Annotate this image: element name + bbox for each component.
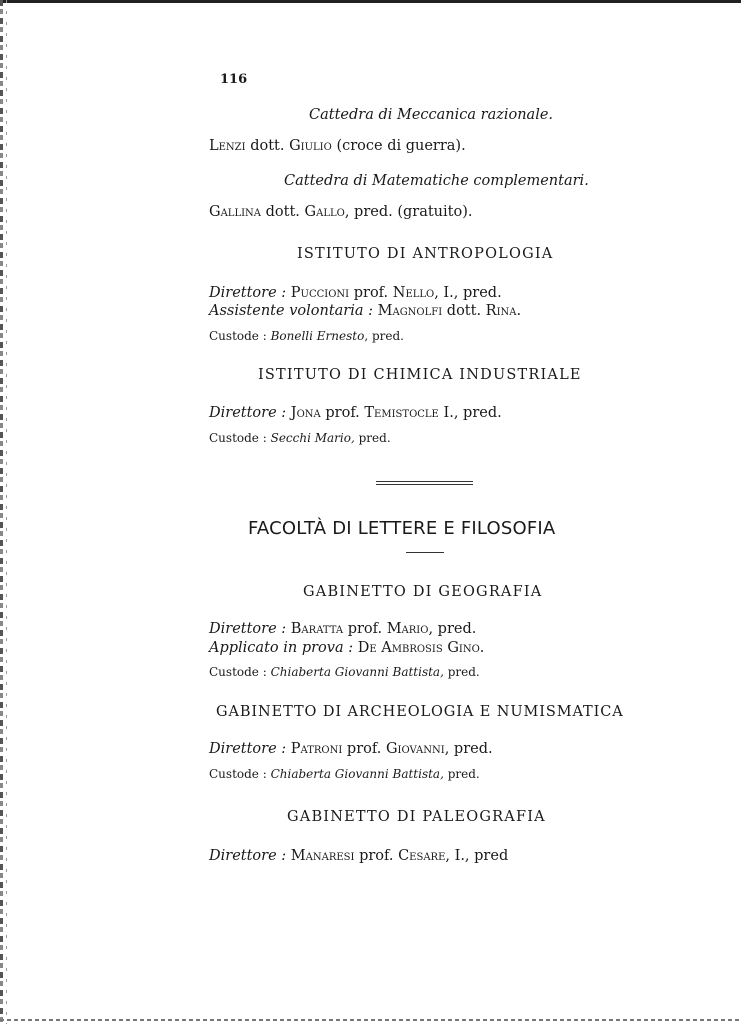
chimica-custode: Custode : Secchi Mario, pred. bbox=[209, 431, 391, 445]
meccanica-person: Lenzi dott. Giulio (croce di guerra). bbox=[209, 138, 466, 154]
paleografia-heading: GABINETTO DI PALEOGRAFIA bbox=[287, 809, 546, 825]
facolta-underline bbox=[406, 552, 444, 553]
scan-bottom-edge bbox=[0, 1019, 741, 1021]
facolta-heading: FACOLTÀ DI LETTERE E FILOSOFIA bbox=[248, 518, 556, 539]
section-divider-bottom bbox=[376, 484, 473, 485]
archeologia-direttore: Direttore : Patroni prof. Giovanni, pred. bbox=[209, 741, 493, 757]
archeologia-heading: GABINETTO DI ARCHEOLOGIA E NUMISMATICA bbox=[216, 704, 624, 720]
scan-top-edge bbox=[0, 0, 741, 3]
antropologia-direttore: Direttore : Puccioni prof. Nello, I., pred. bbox=[209, 285, 502, 301]
scan-left-edge-inner bbox=[6, 0, 7, 1024]
geografia-direttore: Direttore : Baratta prof. Mario, pred. bbox=[209, 621, 477, 637]
page-number: 116 bbox=[220, 72, 248, 87]
section-divider-top bbox=[376, 481, 473, 482]
meccanica-heading: Cattedra di Meccanica razionale. bbox=[309, 107, 554, 123]
paleografia-direttore: Direttore : Manaresi prof. Cesare, I., pred bbox=[209, 848, 509, 864]
geografia-custode: Custode : Chiaberta Giovanni Battista, pred. bbox=[209, 665, 480, 679]
archeologia-custode: Custode : Chiaberta Giovanni Battista, pred. bbox=[209, 767, 480, 781]
matematiche-person: Gallina dott. Gallo, pred. (gratuito). bbox=[209, 204, 473, 220]
scan-left-edge bbox=[0, 0, 3, 1024]
antropologia-custode: Custode : Bonelli Ernesto, pred. bbox=[209, 329, 404, 343]
antropologia-assistente: Assistente volontaria : Magnolfi dott. Rina. bbox=[209, 303, 522, 319]
chimica-heading: ISTITUTO DI CHIMICA INDUSTRIALE bbox=[258, 367, 582, 383]
chimica-direttore: Direttore : Jona prof. Temistocle I., pred. bbox=[209, 405, 502, 421]
geografia-applicato: Applicato in prova : De Ambrosis Gino. bbox=[209, 640, 485, 656]
geografia-heading: GABINETTO DI GEOGRAFIA bbox=[303, 584, 543, 600]
matematiche-heading: Cattedra di Matematiche complementari. bbox=[284, 173, 589, 189]
antropologia-heading: ISTITUTO DI ANTROPOLOGIA bbox=[297, 246, 554, 262]
